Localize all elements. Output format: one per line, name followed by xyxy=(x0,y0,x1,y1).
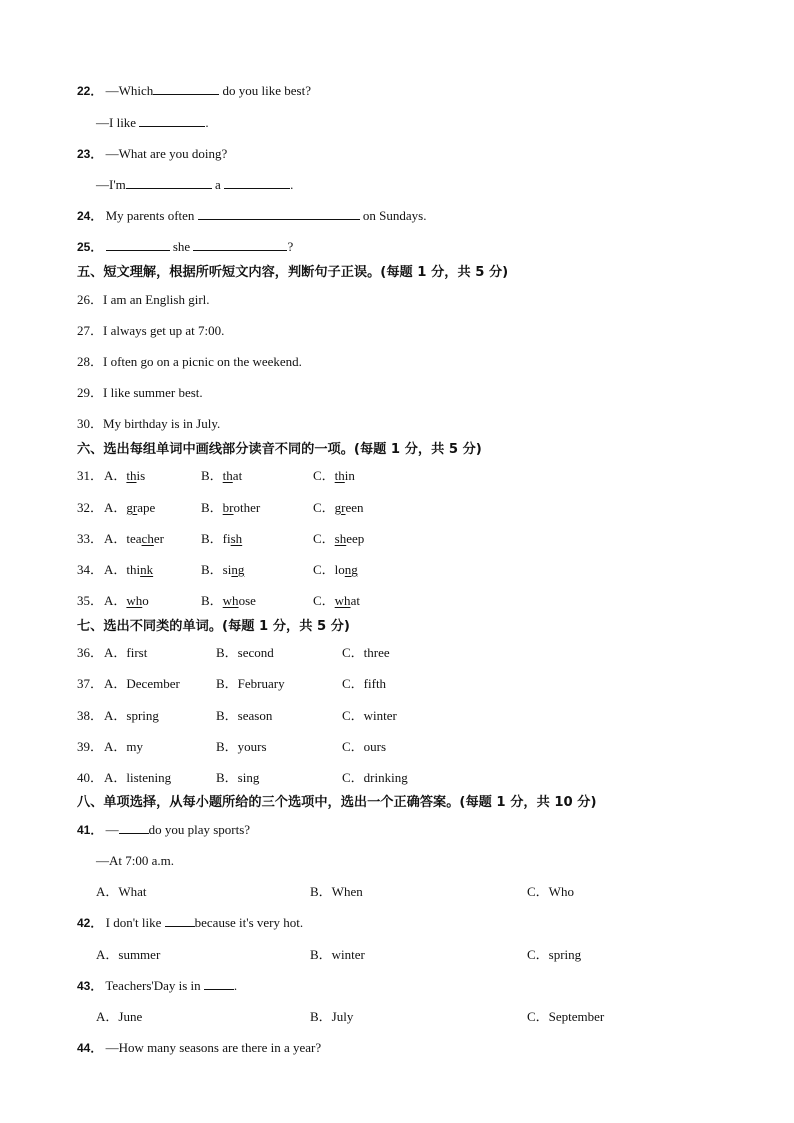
question-number: 31． xyxy=(77,468,104,483)
question-number: 24． xyxy=(77,209,103,223)
question-text: Teachers'Day is in xyxy=(105,978,204,993)
question-number: 25． xyxy=(77,240,103,254)
underlined-part: ng xyxy=(344,562,358,577)
option-letter: B． xyxy=(201,531,223,546)
question-number: 38． xyxy=(77,708,104,723)
answer-blank[interactable] xyxy=(119,821,149,834)
answer-blank[interactable] xyxy=(198,207,360,220)
question-text: My parents often xyxy=(105,208,195,223)
option-b[interactable]: B．February xyxy=(216,676,285,691)
option-a[interactable]: A．December xyxy=(104,676,180,691)
option-a[interactable]: A．What xyxy=(96,884,147,899)
option-letter: A． xyxy=(104,593,127,608)
option-letter: C． xyxy=(313,468,335,483)
question-text: ? xyxy=(287,239,294,254)
question-number: 33． xyxy=(77,531,104,546)
question-28 xyxy=(77,353,302,371)
option-letter: B． xyxy=(201,468,223,483)
underlined-part: nk xyxy=(140,562,154,577)
statement-text: I like summer best. xyxy=(103,385,203,400)
question-text: do you like best? xyxy=(222,83,311,98)
question-26 xyxy=(77,291,210,309)
question-number: 44． xyxy=(77,1041,103,1055)
option-letter: A． xyxy=(104,468,127,483)
underlined-part: wh xyxy=(334,593,351,608)
option-text: er xyxy=(153,531,164,546)
question-number: 32． xyxy=(77,500,104,515)
option-text: si xyxy=(222,562,232,577)
option-text: fi xyxy=(222,531,231,546)
response-text: . xyxy=(205,115,209,130)
question-text: —What are you doing? xyxy=(105,146,228,161)
question-number: 40． xyxy=(77,770,104,785)
option-text: lo xyxy=(334,562,345,577)
question-25 xyxy=(77,238,293,256)
option-c[interactable] xyxy=(313,467,355,485)
option-c[interactable]: C．three xyxy=(342,645,390,660)
option-letter: C． xyxy=(313,500,335,515)
option-b[interactable]: B．second xyxy=(216,645,274,660)
question-text: on Sundays. xyxy=(362,208,427,223)
question-42 xyxy=(77,914,303,932)
question-40 xyxy=(77,769,103,787)
option-a[interactable]: A．first xyxy=(104,645,148,660)
option-a[interactable] xyxy=(104,592,149,610)
option-letter: B． xyxy=(201,593,223,608)
underlined-part: th xyxy=(334,468,345,483)
question-text: —How many seasons are there in a year? xyxy=(105,1040,322,1055)
option-a[interactable] xyxy=(104,467,145,485)
question-text: do you play sports? xyxy=(148,822,251,837)
question-23 xyxy=(77,145,227,163)
question-text: she xyxy=(172,239,191,254)
option-text: in xyxy=(344,468,355,483)
underlined-part: br xyxy=(222,500,234,515)
question-34 xyxy=(77,561,103,579)
option-b[interactable] xyxy=(201,530,242,548)
question-number: 41． xyxy=(77,823,103,837)
answer-blank[interactable] xyxy=(204,977,234,990)
answer-blank[interactable] xyxy=(139,114,205,127)
answer-blank[interactable] xyxy=(224,176,290,189)
question-27 xyxy=(77,322,224,340)
option-c[interactable]: C．September xyxy=(527,1009,605,1024)
option-c[interactable]: C．spring xyxy=(527,947,582,962)
question-22 xyxy=(77,82,311,100)
underlined-part: gr xyxy=(334,500,346,515)
question-23-response xyxy=(96,176,293,194)
option-text: een xyxy=(345,500,364,515)
option-c[interactable]: C．drinking xyxy=(342,770,408,785)
underlined-part: th xyxy=(222,468,233,483)
underlined-part: th xyxy=(126,468,137,483)
section-6-heading: 六、选出每组单词中画线部分读音不同的一项。(每题 1 分，共 5 分) xyxy=(77,442,482,457)
option-c[interactable] xyxy=(313,561,358,579)
question-number: 39． xyxy=(77,739,104,754)
question-text: . xyxy=(233,978,238,993)
statement-text: I always get up at 7:00. xyxy=(103,323,225,338)
response-text: —I'm xyxy=(96,177,126,192)
option-b[interactable] xyxy=(201,467,242,485)
answer-blank[interactable] xyxy=(126,176,212,189)
underlined-part: sh xyxy=(230,531,243,546)
question-35 xyxy=(77,592,103,610)
option-c[interactable] xyxy=(313,592,360,610)
option-b[interactable] xyxy=(201,592,256,610)
underlined-part: wh xyxy=(126,593,143,608)
option-b[interactable]: B．season xyxy=(216,708,273,723)
section-7-heading: 七、选出不同类的单词。(每题 1 分，共 5 分) xyxy=(77,619,350,634)
question-text: — xyxy=(105,822,119,837)
option-b[interactable]: B．July xyxy=(310,1009,354,1024)
question-32 xyxy=(77,499,103,517)
question-41-response: —At 7:00 a.m. xyxy=(96,853,174,868)
option-text: at xyxy=(232,468,243,483)
option-text: thi xyxy=(126,562,141,577)
underlined-part: sh xyxy=(334,531,347,546)
option-c[interactable]: C．winter xyxy=(342,708,397,723)
option-letter: B． xyxy=(201,562,223,577)
question-text: I don't like xyxy=(105,915,165,930)
underlined-part: ng xyxy=(231,562,245,577)
option-c[interactable]: C．ours xyxy=(342,739,387,754)
question-44 xyxy=(77,1039,321,1057)
option-a[interactable]: A．June xyxy=(96,1009,143,1024)
option-letter: B． xyxy=(201,500,223,515)
question-number: 34． xyxy=(77,562,104,577)
option-letter: A． xyxy=(104,562,127,577)
underlined-part: wh xyxy=(222,593,239,608)
option-text: other xyxy=(233,500,261,515)
question-number: 27． xyxy=(77,323,104,338)
question-22-response xyxy=(96,114,209,132)
question-number: 37． xyxy=(77,676,104,691)
question-text: because it's very hot. xyxy=(194,915,304,930)
option-b[interactable]: B．yours xyxy=(216,739,267,754)
question-number: 43． xyxy=(77,979,103,993)
option-a[interactable] xyxy=(104,561,153,579)
option-letter: A． xyxy=(104,531,127,546)
question-number: 35． xyxy=(77,593,104,608)
option-letter: C． xyxy=(313,531,335,546)
response-text: —I like xyxy=(96,115,137,130)
question-number: 22． xyxy=(77,84,103,98)
question-29 xyxy=(77,384,203,402)
question-number: 30． xyxy=(77,416,104,431)
option-a[interactable]: A．summer xyxy=(96,947,161,962)
question-36 xyxy=(77,644,103,662)
question-43 xyxy=(77,977,237,995)
option-text: at xyxy=(350,593,360,608)
option-letter: C． xyxy=(313,593,335,608)
option-text: is xyxy=(136,468,146,483)
option-a[interactable]: A．spring xyxy=(104,708,159,723)
question-number: 36． xyxy=(77,645,104,660)
question-number: 28． xyxy=(77,354,104,369)
option-text: o xyxy=(142,593,149,608)
statement-text: I often go on a picnic on the weekend. xyxy=(103,354,302,369)
answer-blank[interactable] xyxy=(193,238,287,251)
question-41 xyxy=(77,821,250,839)
underlined-part: gr xyxy=(126,500,138,515)
option-a[interactable]: A．listening xyxy=(104,770,172,785)
question-number: 42． xyxy=(77,916,103,930)
option-a[interactable] xyxy=(104,499,155,517)
option-text: tea xyxy=(126,531,142,546)
option-c[interactable] xyxy=(313,530,364,548)
question-number: 23． xyxy=(77,147,103,161)
option-text: eep xyxy=(346,531,365,546)
section-8-heading: 八、单项选择，从每小题所给的三个选项中，选出一个正确答案。(每题 1 分，共 10 分) xyxy=(77,795,597,810)
option-c[interactable]: C．fifth xyxy=(342,676,387,691)
question-24 xyxy=(77,207,426,225)
section-5-heading: 五、短文理解，根据所听短文内容，判断句子正误。(每题 1 分，共 5 分) xyxy=(77,265,509,280)
option-b[interactable]: B．When xyxy=(310,884,363,899)
question-number: 29． xyxy=(77,385,104,400)
question-30 xyxy=(77,415,220,433)
question-37 xyxy=(77,675,103,693)
option-b[interactable]: B．sing xyxy=(216,770,260,785)
statement-text: I am an English girl. xyxy=(103,292,210,307)
option-c[interactable] xyxy=(313,499,364,517)
option-b[interactable] xyxy=(201,561,244,579)
question-number: 26． xyxy=(77,292,104,307)
answer-blank[interactable] xyxy=(106,238,170,251)
option-b[interactable] xyxy=(201,499,260,517)
option-a[interactable] xyxy=(104,530,164,548)
answer-blank[interactable] xyxy=(153,82,219,95)
underlined-part: ch xyxy=(141,531,154,546)
response-text: a xyxy=(215,177,221,192)
question-39 xyxy=(77,738,103,756)
response-text: . xyxy=(290,177,294,192)
question-31 xyxy=(77,467,103,485)
option-text: ape xyxy=(137,500,156,515)
statement-text: My birthday is in July. xyxy=(103,416,221,431)
option-a[interactable]: A．my xyxy=(104,739,144,754)
option-b[interactable]: B．winter xyxy=(310,947,365,962)
option-letter: A． xyxy=(104,500,127,515)
option-text: ose xyxy=(238,593,256,608)
option-c[interactable]: C．Who xyxy=(527,884,574,899)
option-letter: C． xyxy=(313,562,335,577)
question-38 xyxy=(77,707,103,725)
question-text: —Which xyxy=(105,83,154,98)
question-33 xyxy=(77,530,103,548)
answer-blank[interactable] xyxy=(165,914,195,927)
